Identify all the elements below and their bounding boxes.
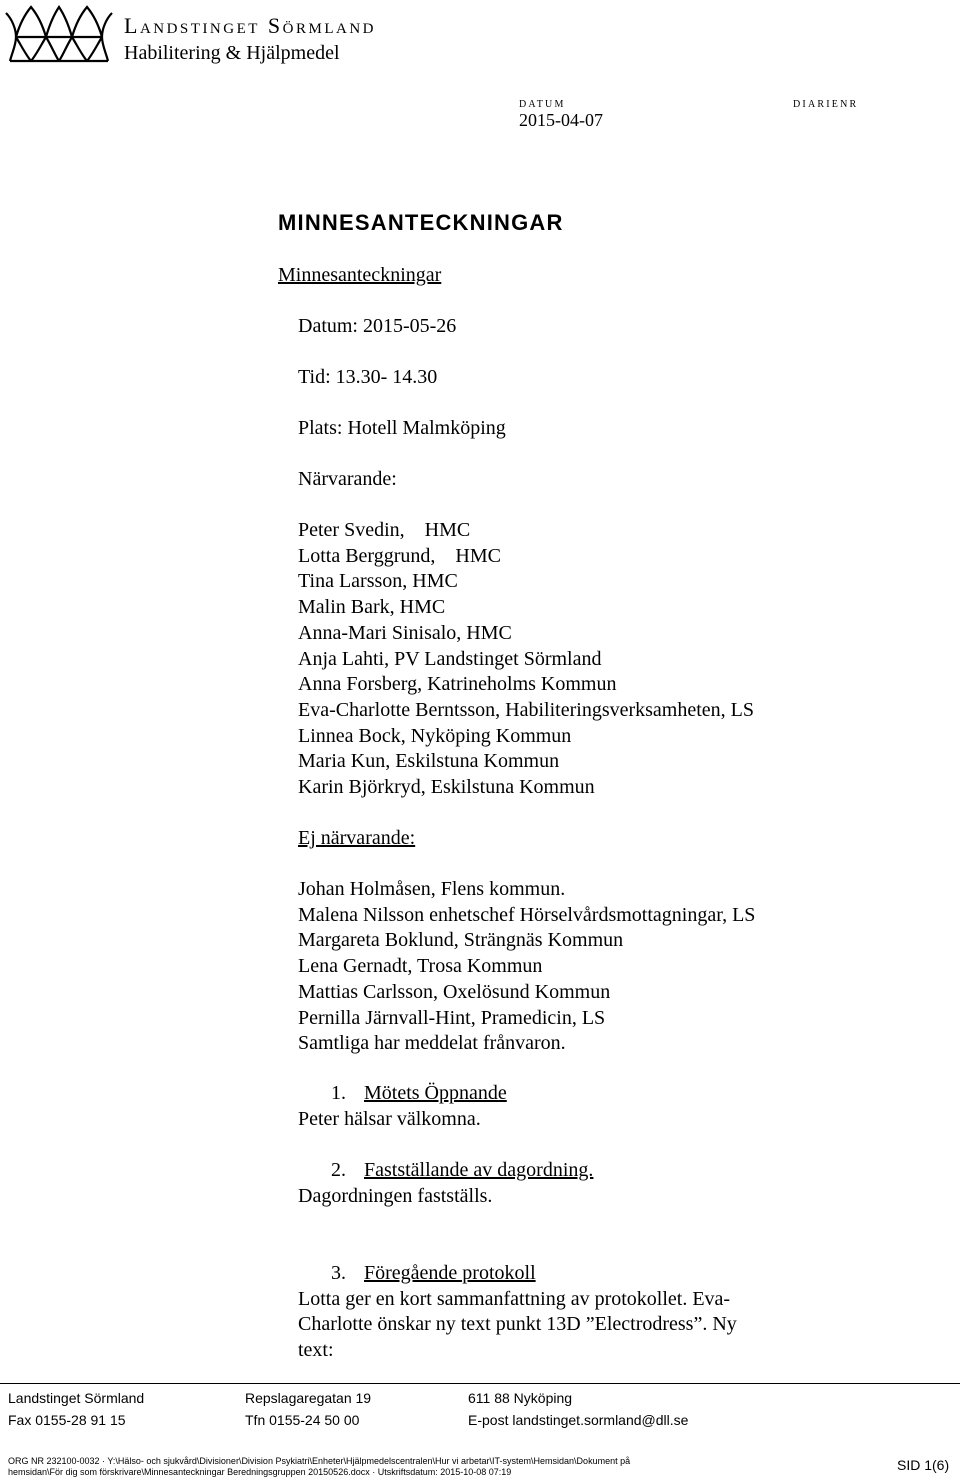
footer-street: Repslagaregatan 19 [245,1390,372,1406]
landstinget-logo [4,3,114,67]
footer-org: Landstinget Sörmland [8,1390,145,1406]
present-item: Lotta Berggrund, HMC [298,544,501,567]
department-name: Habilitering & Hjälpmedel [124,42,340,64]
agenda-item-title: Mötets Öppnande [364,1082,507,1104]
absent-item: Johan Holmåsen, Flens kommun. [298,878,566,900]
diarie-label: DIARIENR [793,99,859,110]
agenda-item-1-heading [298,1081,507,1107]
absent-list [298,877,755,1057]
agenda-item-3-body-line: text: [298,1339,334,1361]
meeting-place: Plats: Hotell Malmköping [298,417,506,439]
present-item: Linnea Bock, Nyköping Kommun [298,724,572,747]
absent-item: Samtliga har meddelat frånvaron. [298,1032,566,1055]
present-item: Karin Björkryd, Eskilstuna Kommun [298,776,595,799]
absent-item: Pernilla Järnvall-Hint, Pramedicin, LS [298,1006,606,1029]
agenda-item-title: Fastställande av dagordning. [364,1159,594,1181]
document-title: MINNESANTECKNINGAR [278,210,564,235]
agenda-item-number: 3. [331,1262,346,1284]
present-item: Eva-Charlotte Berntsson, Habiliteringsverksamheten, LS [298,698,755,721]
meeting-time: Tid: 13.30- 14.30 [298,366,438,388]
absent-item: Malena Nilsson enhetschef Hörselvårdsmottagningar, LS [298,903,756,926]
agenda-item-2-heading [298,1158,593,1184]
present-heading: Närvarande: [298,468,397,490]
meeting-date: Datum: 2015-05-26 [298,315,457,337]
present-item: Maria Kun, Eskilstuna Kommun [298,750,560,773]
footer-city: 611 88 Nyköping [468,1390,573,1406]
organization-name: Landstinget Sörmland [124,13,376,38]
absent-heading: Ej närvarande: [298,827,416,849]
document-subtitle: Minnesanteckningar [278,264,442,286]
present-item: Anna-Mari Sinisalo, HMC [298,621,512,644]
date-label: DATUM [519,99,566,110]
document-date: 2015-04-07 [519,110,603,130]
present-item: Peter Svedin, HMC [298,519,471,541]
present-list [298,518,754,801]
agenda-item-number: 2. [331,1159,346,1181]
agenda-item-3-body-line: Charlotte önskar ny text punkt 13D ”Electrodress”. Ny [298,1313,737,1335]
absent-item: Lena Gernadt, Trosa Kommun [298,955,543,978]
footer-phone: Tfn 0155-24 50 00 [245,1412,360,1428]
present-item: Malin Bark, HMC [298,596,446,619]
agenda-item-3-body-line: Lotta ger en kort sammanfattning av protokollet. Eva- [298,1288,731,1310]
present-item: Anna Forsberg, Katrineholms Kommun [298,673,617,696]
absent-item: Mattias Carlsson, Oxelösund Kommun [298,980,611,1003]
agenda-item-number: 1. [331,1082,346,1104]
footer-email: E-post landstinget.sormland@dll.se [468,1412,689,1428]
footer-path-line: hemsidan\För dig som förskrivare\Minnesanteckningar Beredningsgruppen 20150526.docx · Utskriftsdatum: 2015-10-08 07:19 [8,1467,512,1477]
footer-divider [0,1383,960,1384]
present-item: Anja Lahti, PV Landstinget Sörmland [298,647,602,670]
agenda-item-title: Föregående protokoll [364,1262,536,1284]
agenda-item-3-heading [298,1261,536,1287]
present-item: Tina Larsson, HMC [298,570,458,593]
footer-fax: Fax 0155-28 91 15 [8,1412,126,1428]
page-number: SID 1(6) [897,1457,950,1473]
footer-path-line: ORG NR 232100-0032 · Y:\Hälso- och sjukvård\Divisioner\Division Psykiatri\Enheter\Hjälpmedelscentralen\Hur vi arbetar\IT-system\Hemsidan\Dokument på [8,1456,631,1466]
absent-item: Margareta Boklund, Strängnäs Kommun [298,929,624,952]
agenda-item-1-body: Peter hälsar välkomna. [298,1108,481,1130]
agenda-item-2-body: Dagordningen fastställs. [298,1185,493,1207]
